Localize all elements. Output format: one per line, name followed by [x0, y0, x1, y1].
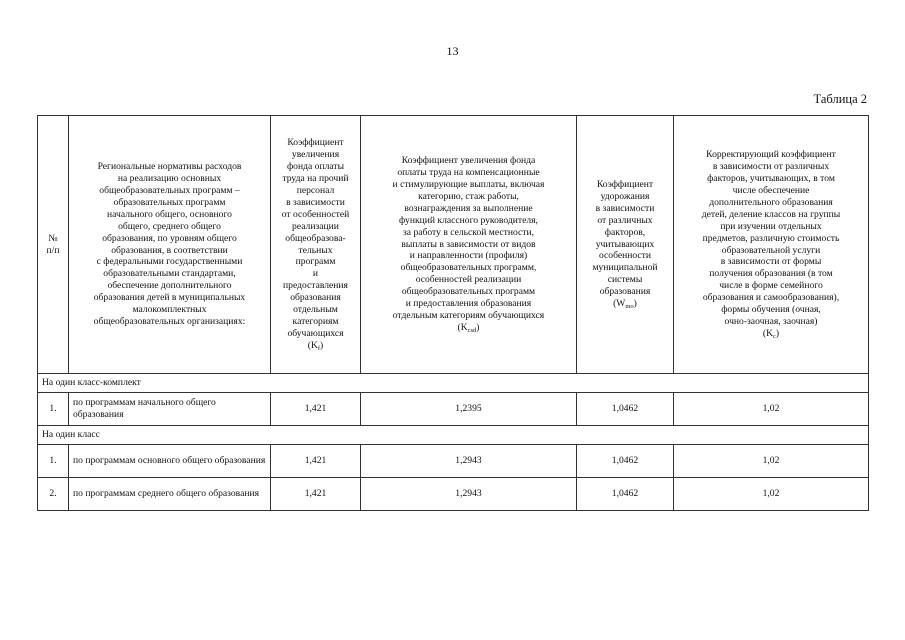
page-number: 13 — [446, 44, 459, 58]
header-kf — [271, 116, 361, 374]
cell-kc: 1,02 — [674, 445, 869, 478]
row-number: 1. — [38, 393, 69, 426]
cell-ksd: 1,2943 — [361, 445, 577, 478]
cell-kf: 1,421 — [271, 393, 361, 426]
cell-wmo: 1,0462 — [577, 393, 674, 426]
header-wmo-text: Коэффициент удорожания в зависимости от различных факторов, учитывающих особенности муниципальной системы образования (W — [592, 179, 658, 310]
header-wmo — [577, 116, 674, 374]
cell-wmo: 1,0462 — [577, 445, 674, 478]
cell-ksd: 1,2395 — [361, 393, 577, 426]
cell-kc: 1,02 — [674, 478, 869, 511]
header-kc — [674, 116, 869, 374]
header-ksd-close: ) — [476, 321, 480, 333]
table-row — [38, 445, 869, 478]
header-ksd — [361, 116, 577, 374]
table-row — [38, 393, 869, 426]
table-caption: Таблица 2 — [813, 92, 867, 106]
coefficients-table — [37, 115, 869, 511]
section-row — [38, 426, 869, 445]
cell-kf: 1,421 — [271, 478, 361, 511]
header-row — [38, 116, 869, 374]
row-number: 2. — [38, 478, 69, 511]
section-title: На один класс — [38, 426, 869, 445]
row-label: по программам начального общего образования — [69, 393, 271, 426]
header-kf-sub: f — [317, 344, 321, 352]
cell-wmo: 1,0462 — [577, 478, 674, 511]
header-kc-sub: c — [773, 332, 776, 340]
table-row — [38, 478, 869, 511]
row-label: по программам среднего общего образования — [69, 478, 271, 511]
header-kc-text: Корректирующий коэффициент в зависимости от различных факторов, учитывающих, в том числе обеспечение дополнительного образования детей, деление классов на группы при изучении отдельных предметов, различную стоимость образовательной услуги в зависимости от формы получения образования (в том числе в форме семейного образования и самообразования), формы обучения (очная, очно-заочная, заочная) (K — [701, 149, 841, 339]
header-kf-text: Коэффициент увеличения фонда оплаты труда на прочий персонал в зависимости от особенностей реализации общеобразова- тельных программ и предоставления образования отдельным категориям обучающихся (K — [281, 137, 350, 351]
header-wmo-sub: mo — [625, 303, 634, 311]
cell-kc: 1,02 — [674, 393, 869, 426]
header-num: № п/п — [38, 116, 69, 374]
header-normatives: Региональные нормативы расходов на реализацию основных общеобразовательных программ – образовательных программ начального общего, основного общего, среднего общего образования, по уровням общего образования, в соответствии с федеральными государственными образовательными стандартами, обеспечение дополнительного образования детей в муниципальных малокомплектных общеобразовательных организациях: — [69, 116, 271, 374]
header-ksd-sub: сsd — [467, 326, 477, 334]
row-label: по программам основного общего образования — [69, 445, 271, 478]
header-ksd-text: Коэффициент увеличения фонда оплаты труда на компенсационные и стимулирующие выплаты, включая категорию, стаж работы, вознаграждения за выполнение функций классного руководителя, за работу в сельской местности, выплаты в зависимости от видов и направленности (профиля) общеобразовательных программ, особенностей реализации общеобразовательных программ и предоставления образования отдельным категориям обучающихся (K — [392, 155, 545, 333]
header-kc-close: ) — [775, 327, 780, 339]
row-number: 1. — [38, 445, 69, 478]
header-kf-close: ) — [320, 339, 324, 351]
section-title: На один класс-комплект — [38, 374, 869, 393]
section-row — [38, 374, 869, 393]
header-wmo-close: ) — [633, 298, 637, 310]
cell-kf: 1,421 — [271, 445, 361, 478]
cell-ksd: 1,2943 — [361, 478, 577, 511]
